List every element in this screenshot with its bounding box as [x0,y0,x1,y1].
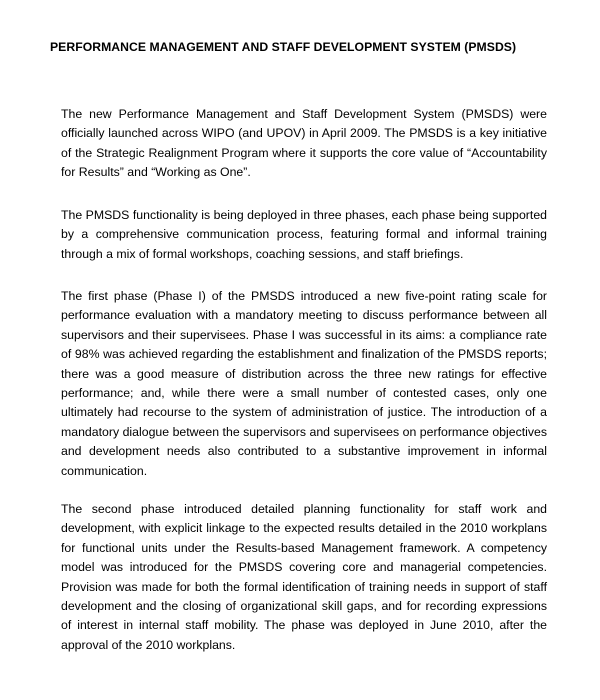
paragraph-second-phase: The second phase introduced detailed planning functionality for staff work and development, with explicit linkage to the expected results detailed in the 2010 workplans for functional units under the Results-based Management framework. A competency model was introduced for the PMSDS covering core and managerial competencies. Provision was made for both the formal identification of training needs in support of staff development and the closing of organizational skill gaps, and for recording expressions of interest in internal staff mobility. The phase was deployed in June 2010, after the approval of the 2010 workplans. [61,502,547,652]
document-title: PERFORMANCE MANAGEMENT AND STAFF DEVELOPMENT SYSTEM (PMSDS) [50,40,517,54]
paragraph-first-phase: The first phase (Phase I) of the PMSDS introduced a new five-point rating scale for performance evaluation with a mandatory meeting to discuss performance between all supervisors and their supervisees. Phase I was successful in its aims: a compliance rate of 98% was achieved regarding the establishment and finalization of the PMSDS reports; there was a good measure of distribution across the three new ratings for effective performance; and, while there were a small number of contested cases, only one ultimately had recourse to the system of administration of justice. The introduction of a mandatory dialogue between the supervisors and supervisees on performance objectives and development needs also contributed to a substantive improvement in informal communication. [61,289,547,478]
paragraph-deployment-phases: The PMSDS functionality is being deployed in three phases, each phase being supported by a comprehensive communication process, featuring formal and informal training through a mix of formal workshops, coaching sessions, and staff briefings. [61,208,547,261]
paragraph-launch: The new Performance Management and Staff Development System (PMSDS) were officially launched across WIPO (and UPOV) in April 2009. The PMSDS is a key initiative of the Strategic Realignment Program where it supports the core value of “Accountability for Results” and “Working as One”. [61,107,547,180]
